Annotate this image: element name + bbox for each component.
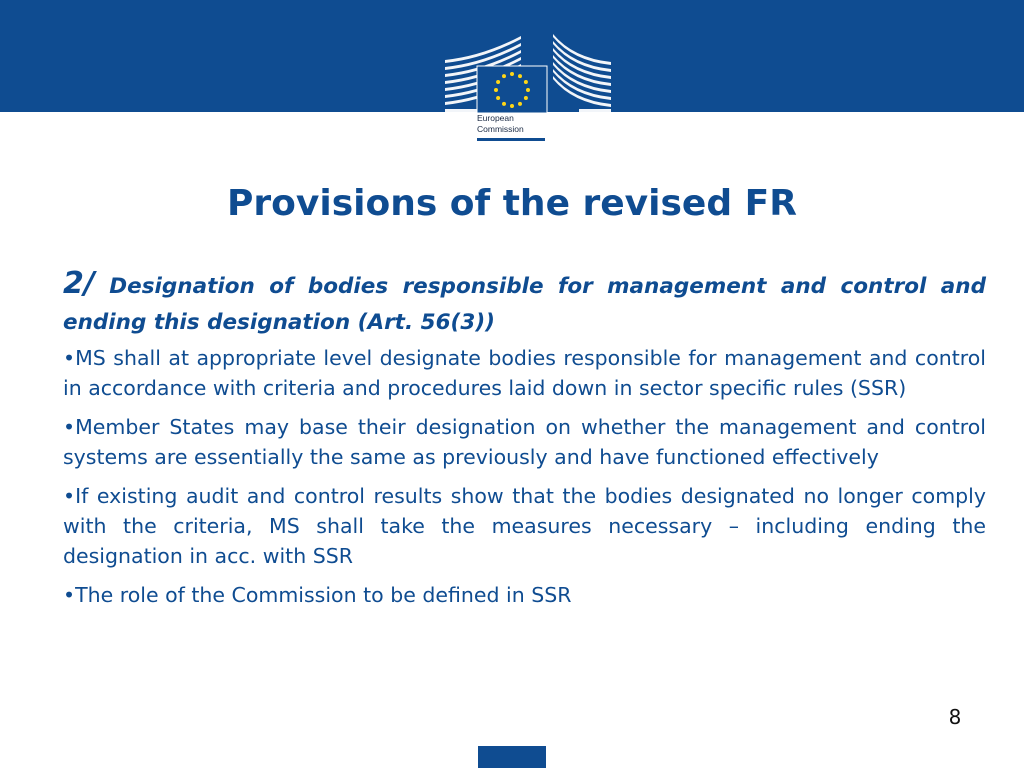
subheading xyxy=(63,266,986,341)
bullet-item: •MS shall at appropriate level designate bodies responsible for management and control in accordance with criteria and procedures laid down in sector specific rules (SSR) xyxy=(63,346,986,400)
logo-line-commission: Commission xyxy=(477,124,524,134)
bullet-item: •The role of the Commission to be defined in SSR xyxy=(63,583,572,607)
subheading-number: 2/ xyxy=(63,266,95,301)
slide-content xyxy=(63,266,986,619)
logo-line-european: European xyxy=(477,113,514,123)
slide-title: Provisions of the revised FR xyxy=(227,183,797,224)
bullet-item: •Member States may base their designation on whether the management and control systems are essentially the same as previously and have functioned effectively xyxy=(63,415,986,469)
page-number: 8 xyxy=(948,705,962,729)
subheading-text: Designation of bodies responsible for management and control and ending this designation (Art. 56(3)) xyxy=(63,274,986,335)
logo-text xyxy=(477,113,577,135)
logo-underline xyxy=(477,138,545,141)
bullet-item: •If existing audit and control results show that the bodies designated no longer comply with the criteria, MS shall take the measures necessary – including ending the designation in acc. with SSR xyxy=(63,484,986,568)
footer-tab xyxy=(478,746,546,768)
